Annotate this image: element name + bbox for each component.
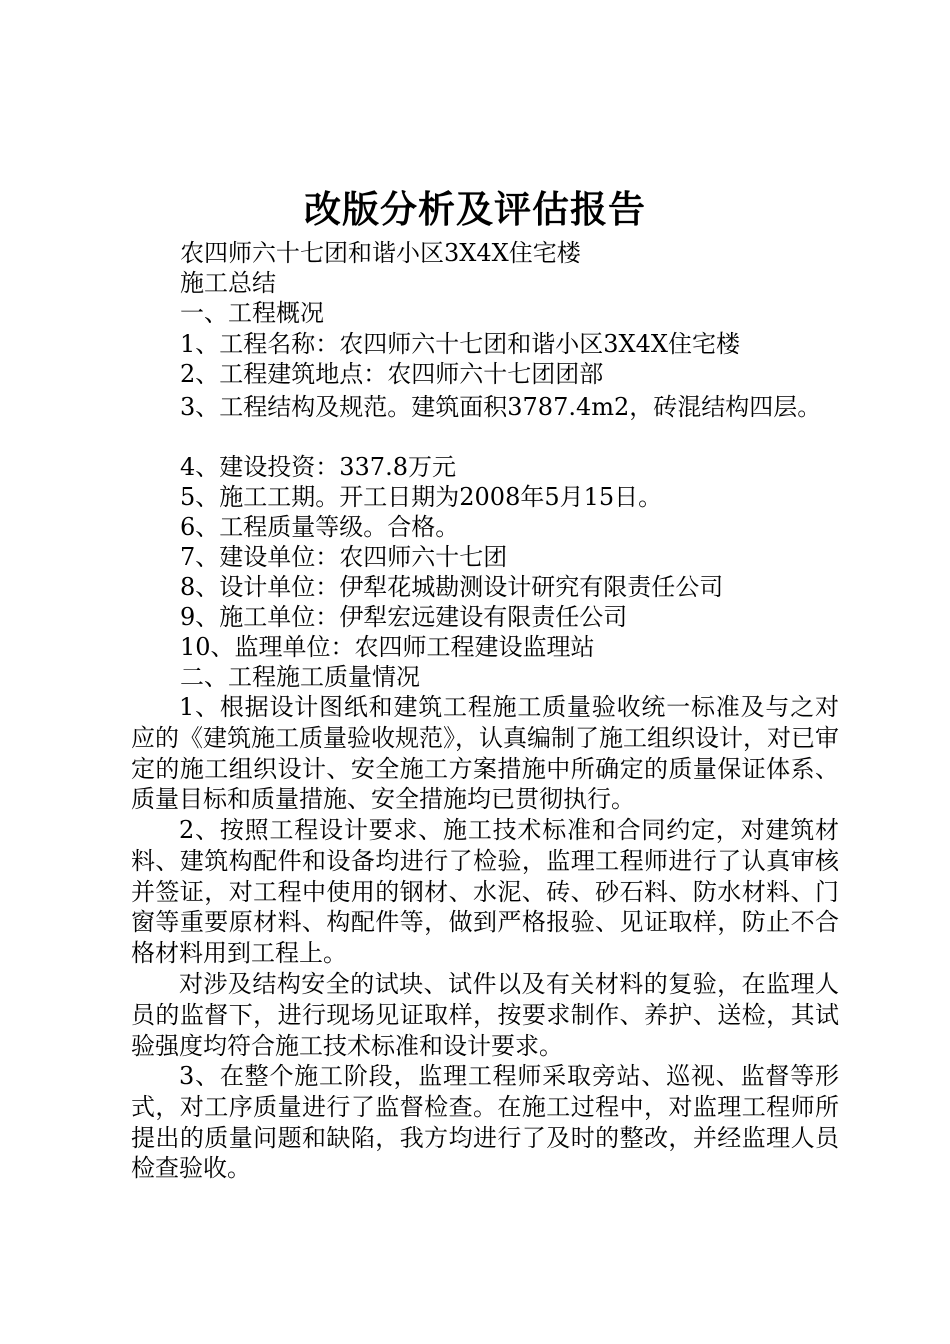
paragraph-4: 3、在整个施工阶段，监理工程师采取旁站、巡视、监督等形式，对工序质量进行了监督检查。在施工过程中，对监理工程师所提出的质量问题和缺陷，我方均进行了及时的整改，并经监理人员检查验收。 — [131, 1062, 839, 1183]
item-designer: 8、设计单位：伊犁花城勘测设计研究有限责任公司 — [180, 573, 724, 601]
subtitle-summary: 施工总结 — [180, 269, 276, 297]
item-project-name: 1、工程名称：农四师六十七团和谐小区3X4X住宅楼 — [180, 330, 740, 358]
item-owner: 7、建设单位：农四师六十七团 — [180, 543, 508, 571]
item-contractor: 9、施工单位：伊犁宏远建设有限责任公司 — [180, 603, 628, 631]
paragraph-3: 对涉及结构安全的试块、试件以及有关材料的复验，在监理人员的监督下，进行现场见证取样，按要求制作、养护、送检，其试验强度均符合施工技术标准和设计要求。 — [131, 970, 839, 1060]
section-heading-overview: 一、工程概况 — [180, 299, 324, 327]
item-supervisor: 10、监理单位：农四师工程建设监理站 — [180, 633, 595, 661]
item-investment: 4、建设投资：337.8万元 — [180, 453, 456, 481]
item-quality-grade: 6、工程质量等级。合格。 — [180, 513, 460, 541]
item-structure: 3、工程结构及规范。建筑面积3787.4m2，砖混结构四层。 — [180, 393, 822, 421]
item-schedule: 5、施工工期。开工日期为2008年5月15日。 — [180, 483, 663, 511]
item-location: 2、工程建筑地点：农四师六十七团团部 — [180, 360, 604, 388]
paragraph-1: 1、根据设计图纸和建筑工程施工质量验收统一标准及与之对应的《建筑施工质量验收规范》，认真编制了施工组织设计，对已审定的施工组织设计、安全施工方案措施中所确定的质量保证体系、质量目标和质量措施、安全措施均已贯彻执行。 — [131, 693, 839, 814]
section-heading-quality: 二、工程施工质量情况 — [180, 663, 420, 691]
subtitle-project: 农四师六十七团和谐小区3X4X住宅楼 — [180, 239, 581, 267]
document-title: 改版分析及评估报告 — [304, 187, 646, 231]
paragraph-2: 2、按照工程设计要求、施工技术标准和合同约定，对建筑材料、建筑构配件和设备均进行了检验，监理工程师进行了认真审核并签证，对工程中使用的钢材、水泥、砖、砂石料、防水材料、门窗等重要原材料、构配件等，做到严格报验、见证取样，防止不合格材料用到工程上。 — [131, 816, 839, 968]
